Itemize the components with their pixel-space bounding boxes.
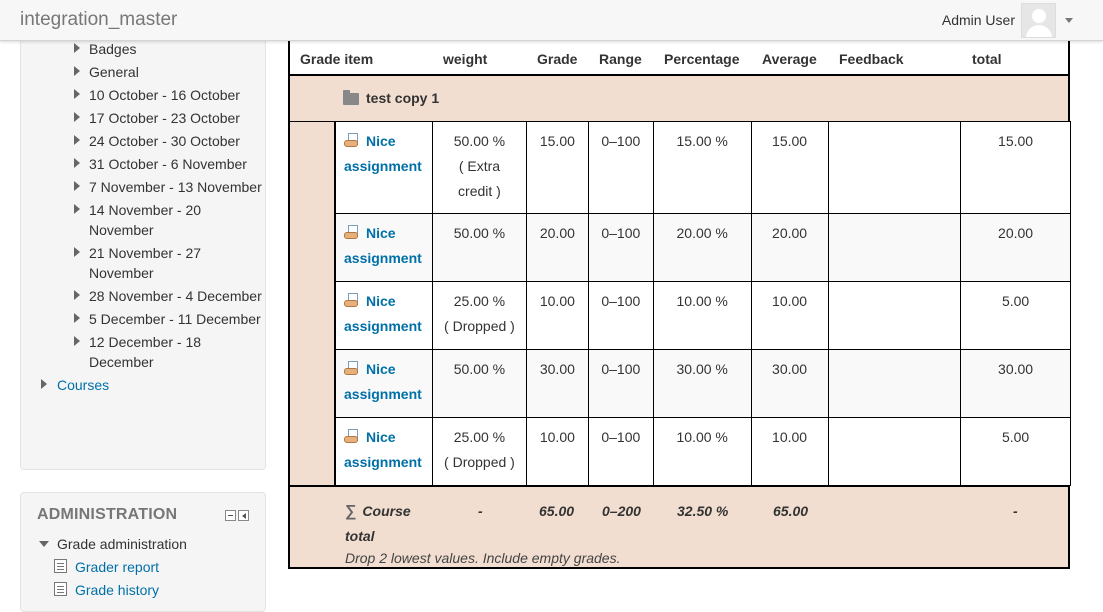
- assignment-link[interactable]: Nice assignment: [344, 361, 422, 402]
- table-row: [336, 122, 1071, 214]
- weight-note: ( Dropped ): [444, 318, 515, 334]
- percentage-cell: 15.00 %: [653, 122, 751, 214]
- minimize-icon[interactable]: [225, 510, 236, 521]
- col-range: Range: [599, 51, 642, 67]
- nav-item-label[interactable]: 17 October - 23 October: [89, 110, 240, 126]
- nav-item-label[interactable]: General: [89, 64, 139, 80]
- assignment-link[interactable]: Nice assignment: [344, 429, 422, 470]
- feedback-cell: [828, 122, 961, 214]
- range-cell: 0–100: [588, 214, 653, 282]
- total-cell: 5.00: [961, 418, 1071, 486]
- feedback-cell: [828, 282, 961, 350]
- average-cell: 30.00: [751, 350, 828, 418]
- nav-item[interactable]: [21, 131, 265, 151]
- collapsed-triangle-icon[interactable]: [74, 43, 80, 53]
- total-weight: -: [478, 503, 483, 519]
- expanded-triangle-icon[interactable]: [39, 541, 49, 547]
- aggregation-note: Drop 2 lowest values. Include empty grades.: [345, 550, 621, 566]
- range-cell: 0–100: [588, 122, 653, 214]
- user-name[interactable]: Admin User: [941, 12, 1015, 28]
- table-header: [290, 40, 1068, 76]
- grader-report-link[interactable]: Grader report: [75, 559, 160, 575]
- nav-item-label[interactable]: 28 November - 4 December: [89, 288, 262, 304]
- nav-item[interactable]: [21, 62, 265, 82]
- assignment-icon: [344, 293, 360, 308]
- total-total: -: [1013, 503, 1018, 519]
- nav-item-label[interactable]: 14 November - 20 November: [89, 202, 202, 238]
- avatar[interactable]: [1021, 3, 1056, 38]
- collapsed-triangle-icon[interactable]: [74, 204, 80, 214]
- table-row: [336, 214, 1071, 282]
- assignment-link[interactable]: Nice assignment: [344, 225, 422, 266]
- table-row: [336, 350, 1071, 418]
- history-icon: [54, 582, 67, 596]
- weight-cell: 50.00 %: [432, 350, 526, 418]
- administration-block: [20, 492, 266, 612]
- nav-item[interactable]: [21, 200, 265, 240]
- sigma-icon: ∑: [345, 503, 357, 520]
- nav-item-label[interactable]: 5 December - 11 December: [89, 311, 261, 327]
- course-total-row: [290, 485, 1068, 567]
- col-grade: Grade: [537, 51, 578, 67]
- average-cell: 10.00: [751, 282, 828, 350]
- collapsed-triangle-icon[interactable]: [41, 379, 47, 389]
- weight-cell: 50.00 %: [432, 214, 526, 282]
- nav-item[interactable]: [21, 243, 265, 283]
- site-name[interactable]: integration_master: [20, 9, 178, 30]
- dock-icon[interactable]: [238, 510, 249, 521]
- col-feedback: Feedback: [839, 51, 904, 67]
- total-cell: 20.00: [961, 214, 1071, 282]
- collapsed-triangle-icon[interactable]: [74, 135, 80, 145]
- percentage-cell: 30.00 %: [653, 350, 751, 418]
- assignment-link[interactable]: Nice assignment: [344, 133, 422, 174]
- feedback-cell: [828, 214, 961, 282]
- collapsed-triangle-icon[interactable]: [74, 158, 80, 168]
- col-average: Average: [762, 51, 817, 67]
- nav-item[interactable]: [21, 286, 265, 306]
- grade-item-cell: [336, 350, 433, 418]
- folder-icon: [343, 93, 359, 105]
- user-menu[interactable]: [942, 3, 1073, 37]
- weight-cell: 50.00 % ( Extra credit ): [432, 122, 526, 214]
- nav-item[interactable]: [21, 177, 265, 197]
- total-range: 0–200: [602, 503, 641, 519]
- nav-item-label[interactable]: 24 October - 30 October: [89, 133, 240, 149]
- assignment-icon: [344, 133, 360, 148]
- total-average: 65.00: [773, 503, 809, 519]
- grade-item-cell: [336, 282, 433, 350]
- grade-administration-node[interactable]: Grade administration: [57, 536, 187, 552]
- nav-item-label[interactable]: 12 December - 18 December: [89, 334, 202, 370]
- nav-item-label[interactable]: 10 October - 16 October: [89, 87, 240, 103]
- grade-cell: 15.00: [526, 122, 588, 214]
- assignment-link[interactable]: Nice assignment: [344, 293, 422, 334]
- collapsed-triangle-icon[interactable]: [74, 336, 80, 346]
- grade-cell: 20.00: [526, 214, 588, 282]
- navigation-tree: [21, 39, 265, 398]
- assignment-icon: [344, 429, 360, 444]
- feedback-cell: [828, 350, 961, 418]
- range-cell: 0–100: [588, 418, 653, 486]
- grade-cell: 10.00: [526, 418, 588, 486]
- col-grade-item: Grade item: [300, 51, 374, 67]
- weight-cell: 25.00 % ( Dropped ): [432, 418, 526, 486]
- nav-item[interactable]: [21, 309, 265, 329]
- grade-item-cell: [336, 418, 433, 486]
- average-cell: 20.00: [751, 214, 828, 282]
- table-row: [336, 418, 1071, 486]
- nav-item[interactable]: [21, 108, 265, 128]
- nav-courses-label[interactable]: Courses: [57, 377, 110, 393]
- percentage-cell: 20.00 %: [653, 214, 751, 282]
- collapsed-triangle-icon[interactable]: [74, 66, 80, 76]
- average-cell: 10.00: [751, 418, 828, 486]
- nav-item[interactable]: [21, 85, 265, 105]
- total-cell: 5.00: [961, 282, 1071, 350]
- collapsed-triangle-icon[interactable]: [74, 89, 80, 99]
- grade-cell: 30.00: [526, 350, 588, 418]
- course-total-label: ∑ Course total: [345, 503, 411, 544]
- top-navbar: [0, 0, 1103, 41]
- collapsed-triangle-icon[interactable]: [74, 247, 80, 257]
- range-cell: 0–100: [588, 350, 653, 418]
- assignment-icon: [344, 225, 360, 240]
- nav-courses[interactable]: [21, 375, 265, 395]
- total-cell: 15.00: [961, 122, 1071, 214]
- category-row: [290, 76, 1068, 122]
- nav-item[interactable]: [21, 332, 265, 372]
- weight-cell: 25.00 % ( Dropped ): [432, 282, 526, 350]
- table-row: [336, 282, 1071, 350]
- nav-item-label[interactable]: 7 November - 13 November: [89, 179, 262, 195]
- col-percentage: Percentage: [664, 51, 740, 67]
- grade-item-cell: [336, 122, 433, 214]
- assignment-icon: [344, 361, 360, 376]
- range-cell: 0–100: [588, 282, 653, 350]
- average-cell: 15.00: [751, 122, 828, 214]
- navigation-block: [20, 20, 266, 470]
- collapsed-triangle-icon[interactable]: [74, 313, 80, 323]
- nav-item-label[interactable]: 31 October - 6 November: [89, 156, 247, 172]
- col-weight: weight: [443, 51, 488, 67]
- category-name: test copy 1: [366, 90, 440, 106]
- feedback-cell: [828, 418, 961, 486]
- nav-item-label[interactable]: 21 November - 27 November: [89, 245, 202, 281]
- nav-item-label[interactable]: Badges: [89, 41, 137, 57]
- percentage-cell: 10.00 %: [653, 418, 751, 486]
- weight-note: ( Dropped ): [444, 454, 515, 470]
- nav-item[interactable]: [21, 154, 265, 174]
- user-grade-report: [288, 40, 1070, 569]
- col-total: total: [972, 51, 1002, 67]
- weight-note: ( Extra credit ): [458, 158, 501, 199]
- grade-cell: 10.00: [526, 282, 588, 350]
- grade-items-table: [335, 121, 1071, 486]
- nav-item[interactable]: [21, 39, 265, 59]
- collapsed-triangle-icon[interactable]: [74, 181, 80, 191]
- total-percentage: 32.50 %: [677, 503, 729, 519]
- block-title: ADMINISTRATION: [37, 506, 178, 523]
- percentage-cell: 10.00 %: [653, 282, 751, 350]
- grade-item-cell: [336, 214, 433, 282]
- collapsed-triangle-icon[interactable]: [74, 290, 80, 300]
- total-cell: 30.00: [961, 350, 1071, 418]
- total-grade: 65.00: [539, 503, 575, 519]
- grade-history-link[interactable]: Grade history: [75, 582, 160, 598]
- collapsed-triangle-icon[interactable]: [74, 112, 80, 122]
- report-icon: [54, 559, 67, 573]
- chevron-down-icon[interactable]: [1065, 18, 1073, 23]
